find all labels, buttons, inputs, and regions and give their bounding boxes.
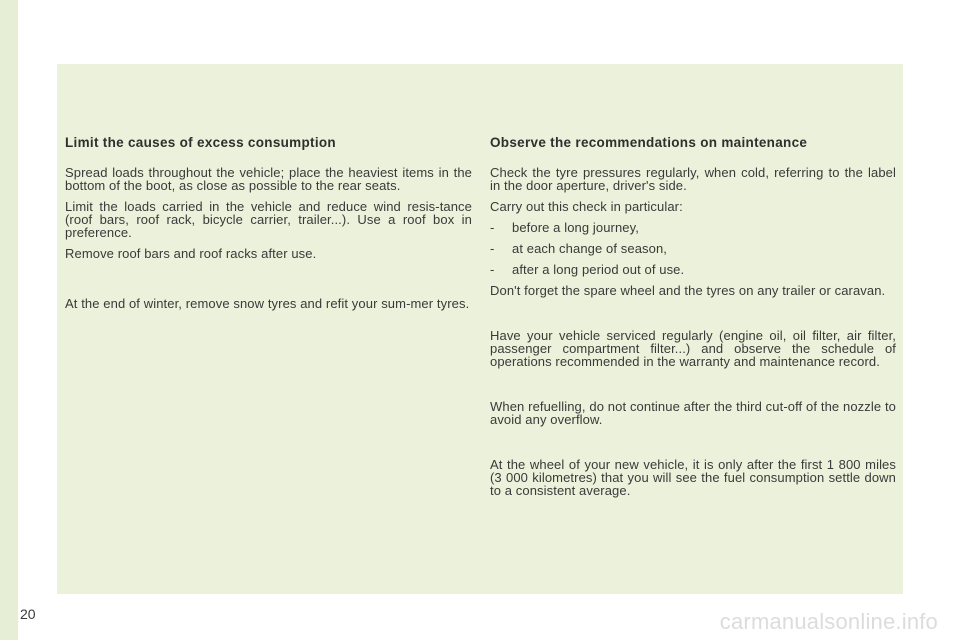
page-number: 20 bbox=[20, 606, 36, 622]
left-column bbox=[65, 136, 472, 318]
right-heading: Observe the recommendations on maintenance bbox=[490, 135, 808, 150]
list-dash: - bbox=[490, 220, 495, 235]
left-heading: Limit the causes of excess consumption bbox=[65, 135, 336, 150]
right-paragraph: Have your vehicle serviced regularly (engine oil, oil filter, air filter, passenger compartment filter...) and observe the schedule of operations recommended in the warranty and maintenance record. bbox=[490, 328, 896, 369]
right-intro: Check the tyre pressures regularly, when cold, referring to the label in the door aperture, driver's side. bbox=[490, 165, 896, 193]
check-list bbox=[490, 221, 896, 276]
right-paragraph: When refuelling, do not continue after the third cut-off of the nozzle to avoid any overflow. bbox=[490, 399, 896, 427]
list-intro: Carry out this check in particular: bbox=[490, 199, 683, 214]
list-item bbox=[490, 242, 896, 255]
side-strip bbox=[0, 0, 18, 640]
left-paragraph: Remove roof bars and roof racks after use. bbox=[65, 246, 317, 261]
right-paragraph: At the wheel of your new vehicle, it is only after the first 1 800 miles (3 000 kilometres) that you will see the fuel consumption settle down to a consistent average. bbox=[490, 457, 896, 498]
list-item-text: at each change of season, bbox=[512, 241, 668, 256]
list-item-text: after a long period out of use. bbox=[512, 262, 685, 277]
watermark: carmanualsonline.info bbox=[719, 609, 938, 634]
list-item bbox=[490, 221, 896, 234]
right-column bbox=[490, 136, 896, 505]
right-paragraph: Don't forget the spare wheel and the tyres on any trailer or caravan. bbox=[490, 283, 886, 298]
list-dash: - bbox=[490, 262, 495, 277]
list-item-text: before a long journey, bbox=[512, 220, 639, 235]
list-dash: - bbox=[490, 241, 495, 256]
list-item bbox=[490, 263, 896, 276]
left-paragraph: At the end of winter, remove snow tyres and refit your sum-mer tyres. bbox=[65, 296, 470, 311]
left-paragraph: Spread loads throughout the vehicle; place the heaviest items in the bottom of the boot, as close as possible to the rear seats. bbox=[65, 165, 472, 193]
left-paragraph: Limit the loads carried in the vehicle and reduce wind resis-tance (roof bars, roof rack, bicycle carrier, trailer...). Use a roof box in preference. bbox=[65, 199, 472, 240]
